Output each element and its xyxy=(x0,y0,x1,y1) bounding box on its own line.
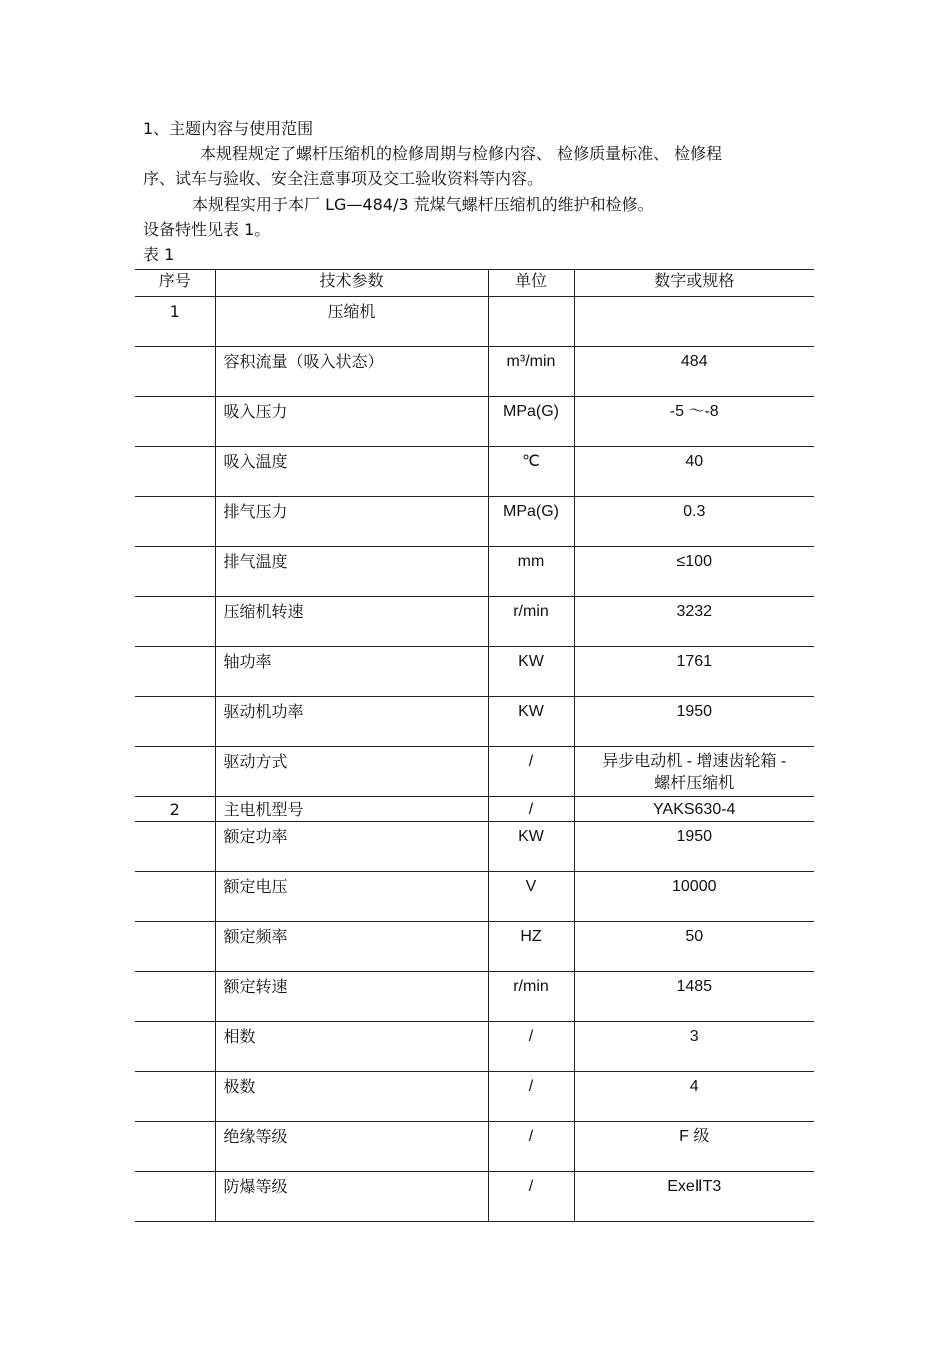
cell-param: 排气压力 xyxy=(215,497,488,547)
cell-value: 50 xyxy=(574,922,814,972)
cell-unit: mm xyxy=(488,547,574,597)
cell-unit: r/min xyxy=(488,972,574,1022)
cell-param: 排气温度 xyxy=(215,547,488,597)
cell-value: 1485 xyxy=(574,972,814,1022)
cell-param: 防爆等级 xyxy=(215,1172,488,1222)
table-row xyxy=(135,797,814,822)
table-row xyxy=(135,547,814,597)
cell-seq xyxy=(135,922,215,972)
cell-unit xyxy=(488,297,574,347)
paragraph-scope-line1: 本规程规定了螺杆压缩机的检修周期与检修内容、 检修质量标准、 检修程 xyxy=(200,144,723,163)
table-row xyxy=(135,697,814,747)
cell-unit: V xyxy=(488,872,574,922)
table-row xyxy=(135,1172,814,1222)
cell-value xyxy=(574,297,814,347)
cell-unit: / xyxy=(488,1072,574,1122)
cell-value: 3 xyxy=(574,1022,814,1072)
table-row xyxy=(135,1022,814,1072)
table-row xyxy=(135,447,814,497)
cell-param: 压缩机 xyxy=(215,297,488,347)
table-row xyxy=(135,347,814,397)
cell-seq xyxy=(135,872,215,922)
table-row xyxy=(135,297,814,347)
cell-unit: / xyxy=(488,1122,574,1172)
cell-unit: KW xyxy=(488,822,574,872)
cell-param: 极数 xyxy=(215,1072,488,1122)
cell-value xyxy=(574,747,814,797)
cell-param: 驱动方式 xyxy=(215,747,488,797)
table-row xyxy=(135,1122,814,1172)
cell-seq xyxy=(135,972,215,1022)
cell-seq xyxy=(135,747,215,797)
table-row xyxy=(135,822,814,872)
cell-seq xyxy=(135,1072,215,1122)
cell-value: ≤100 xyxy=(574,547,814,597)
table-caption: 表 1 xyxy=(143,245,175,264)
cell-unit: / xyxy=(488,747,574,797)
cell-seq xyxy=(135,1022,215,1072)
cell-param: 轴功率 xyxy=(215,647,488,697)
cell-unit: ℃ xyxy=(488,447,574,497)
paragraph-scope-line2: 序、试车与验收、安全注意事项及交工验收资料等内容。 xyxy=(143,169,544,188)
cell-param: 驱动机功率 xyxy=(215,697,488,747)
table-row xyxy=(135,1072,814,1122)
cell-seq xyxy=(135,822,215,872)
cell-unit: KW xyxy=(488,697,574,747)
cell-value: 10000 xyxy=(574,872,814,922)
cell-value: YAKS630-4 xyxy=(574,797,814,822)
header-value: 数字或规格 xyxy=(574,270,814,297)
table-row xyxy=(135,597,814,647)
cell-seq xyxy=(135,647,215,697)
table-row xyxy=(135,647,814,697)
header-unit: 单位 xyxy=(488,270,574,297)
table-row xyxy=(135,497,814,547)
cell-unit: r/min xyxy=(488,597,574,647)
section-heading: 1、主题内容与使用范围 xyxy=(143,119,314,138)
cell-param: 主电机型号 xyxy=(215,797,488,822)
cell-unit: KW xyxy=(488,647,574,697)
cell-seq: 1 xyxy=(135,297,215,347)
cell-seq xyxy=(135,697,215,747)
cell-value: 484 xyxy=(574,347,814,397)
cell-value: 0.3 xyxy=(574,497,814,547)
cell-unit: m³/min xyxy=(488,347,574,397)
header-param: 技术参数 xyxy=(215,270,488,297)
cell-value: 1761 xyxy=(574,647,814,697)
cell-unit: MPa(G) xyxy=(488,397,574,447)
cell-param: 额定电压 xyxy=(215,872,488,922)
cell-value-line1: 异步电动机 - 增速齿轮箱 - xyxy=(602,753,787,770)
cell-unit: / xyxy=(488,1172,574,1222)
paragraph-applicability: 本规程实用于本厂 LG—484/3 荒煤气螺杆压缩机的维护和检修。 xyxy=(192,195,654,214)
cell-value: 1950 xyxy=(574,697,814,747)
cell-param: 绝缘等级 xyxy=(215,1122,488,1172)
cell-seq xyxy=(135,1122,215,1172)
cell-value-line2: 螺杆压缩机 xyxy=(654,775,735,792)
cell-value: 3232 xyxy=(574,597,814,647)
cell-unit: / xyxy=(488,1022,574,1072)
cell-value: F 级 xyxy=(574,1122,814,1172)
cell-param: 吸入温度 xyxy=(215,447,488,497)
paragraph-table-reference: 设备特性见表 1。 xyxy=(143,220,271,239)
cell-value: -5 ～-8 xyxy=(574,397,814,447)
cell-seq xyxy=(135,447,215,497)
cell-unit: HZ xyxy=(488,922,574,972)
cell-param: 压缩机转速 xyxy=(215,597,488,647)
cell-seq xyxy=(135,497,215,547)
cell-unit: MPa(G) xyxy=(488,497,574,547)
cell-unit: / xyxy=(488,797,574,822)
cell-seq xyxy=(135,547,215,597)
cell-param: 容积流量（吸入状态） xyxy=(215,347,488,397)
cell-value: ExeⅡT3 xyxy=(574,1172,814,1222)
cell-param: 相数 xyxy=(215,1022,488,1072)
cell-seq xyxy=(135,597,215,647)
table-header-row xyxy=(135,270,814,297)
table-row xyxy=(135,397,814,447)
table-row xyxy=(135,872,814,922)
cell-seq xyxy=(135,347,215,397)
cell-value: 4 xyxy=(574,1072,814,1122)
cell-value: 40 xyxy=(574,447,814,497)
cell-param: 吸入压力 xyxy=(215,397,488,447)
header-seq: 序号 xyxy=(135,270,215,297)
cell-param: 额定频率 xyxy=(215,922,488,972)
cell-seq xyxy=(135,1172,215,1222)
cell-value: 1950 xyxy=(574,822,814,872)
table-row xyxy=(135,747,814,797)
cell-param: 额定功率 xyxy=(215,822,488,872)
equipment-spec-table xyxy=(135,269,814,1222)
table-row xyxy=(135,922,814,972)
cell-seq: 2 xyxy=(135,797,215,822)
cell-seq xyxy=(135,397,215,447)
table-row xyxy=(135,972,814,1022)
cell-param: 额定转速 xyxy=(215,972,488,1022)
